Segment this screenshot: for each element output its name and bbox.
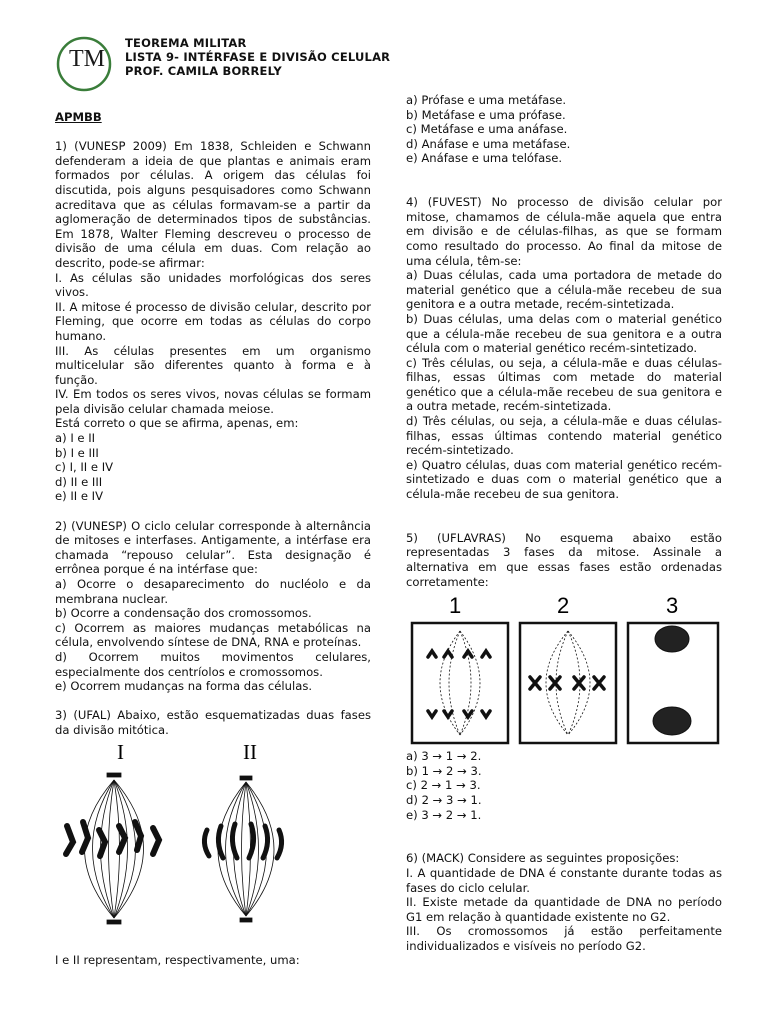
header-subtitle: LISTA 9- INTÉRFASE E DIVISÃO CELULAR	[125, 50, 391, 64]
question-2	[55, 519, 371, 694]
question-stem: 3) (UFAL) Abaixo, estão esquematizadas duas fases da divisão mitótica.	[55, 708, 371, 737]
section-label: APMBB	[55, 110, 102, 124]
question-prompt: Está correto o que se afirma, apenas, em:	[55, 416, 299, 431]
option: d) II e III	[55, 474, 103, 489]
figure-label: I	[117, 739, 124, 764]
question-6	[406, 851, 722, 953]
option: d) Três células, ou seja, a célula-mãe e duas células-filhas, essas últimas contendo material genético recém-sintetizado.	[406, 414, 722, 458]
right-column	[406, 93, 722, 954]
option: e) 3 → 2 → 1.	[406, 807, 482, 822]
option: d) Ocorrem muitos movimentos celulares, especialmente dos centríolos e cromossomos.	[55, 649, 371, 679]
header-author: PROF. CAMILA BORRELY	[125, 64, 282, 78]
question-stem: 5) (UFLAVRAS) No esquema abaixo estão representadas 3 fases da mitose. Assinale a alternativa em que essas fases estão ordenadas corretamente:	[406, 530, 722, 589]
page-header	[56, 36, 396, 92]
option: c) Ocorrem as maiores mudanças metabólicas na célula, envolvendo síntese de DNA, RNA e proteínas.	[55, 620, 371, 650]
option: a) Duas células, cada uma portadora de metade do material genético que a célula-mãe recebeu de sua genitora e a outra metade, recém-sintetizada.	[406, 268, 722, 312]
option: e) Anáfase e uma telófase.	[406, 151, 563, 166]
question-5	[406, 531, 722, 822]
cell-figure-i	[66, 773, 159, 924]
figure-label: 3	[666, 593, 679, 619]
question-1	[55, 139, 371, 504]
figure-label: 2	[557, 593, 570, 619]
option: b) Ocorre a condensação dos cromossomos.	[55, 606, 312, 621]
option: d) Anáfase e uma metáfase.	[406, 136, 571, 151]
option: e) II e IV	[55, 489, 104, 504]
teorema-militar-logo	[56, 36, 112, 92]
option: a) Ocorre o desaparecimento do nucléolo e da membrana nuclear.	[55, 577, 371, 606]
option: c) 2 → 1 → 3.	[406, 778, 481, 793]
question-stem: 6) (MACK) Considere as seguintes proposições:	[406, 851, 680, 866]
question-stem: 2) (VUNESP) O ciclo celular corresponde à alternância de mitoses e interfases. Antigamente, a intérfase era chamada “repouso celular”. Esta designação é errônea porque é na intérfase que:	[55, 518, 371, 577]
option: a) Prófase e uma metáfase.	[406, 93, 567, 107]
cell-phase-1	[412, 623, 508, 743]
statement: II. Existe metade da quantidade de DNA no período G1 em relação à quantidade existente no G2.	[406, 895, 722, 924]
statement: III. Os cromossomos já estão perfeitamente individualizados e visíveis no período G2.	[406, 924, 722, 953]
option: e) Ocorrem mudanças na forma das células.	[55, 679, 313, 694]
question-stem: 4) (FUVEST) No processo de divisão celular por mitose, chamamos de célula-mãe aquela que entra em divisão e de células-filhas, as que se formam como resultado do processo. Ao final da mitose de uma célula, têm-se:	[406, 195, 722, 268]
option: b) 1 → 2 → 3.	[406, 763, 482, 778]
option: c) Metáfase e uma anáfase.	[406, 122, 568, 137]
cell-phase-3	[628, 623, 718, 743]
header-title: TEOREMA MILITAR	[125, 36, 247, 50]
statement: I. A quantidade de DNA é constante durante todas as fases do ciclo celular.	[406, 865, 722, 895]
option: e) Quatro células, duas com material genético recém-sintetizado e duas com o material genético que a célula-mãe recebeu de sua genitora.	[406, 457, 722, 502]
question-prompt: I e II representam, respectivamente, uma:	[55, 952, 300, 967]
cell-phase-2	[520, 623, 616, 743]
option: b) Metáfase e uma prófase.	[406, 107, 566, 122]
option: b) Duas células, uma delas com o material genético que a célula-mãe recebeu de sua genitora e a outra célula com o material genético recém-sintetizado.	[406, 311, 722, 356]
figure-label: II	[243, 739, 257, 764]
svg-text:TM: TM	[69, 46, 105, 72]
question-4	[406, 195, 722, 501]
mitosis-three-phases-figure	[406, 589, 722, 749]
question-3-options	[406, 93, 722, 166]
question-stem: 1) (VUNESP 2009) Em 1838, Schleiden e Schwann defenderam a ideia de que plantas e animais eram formados por células. A origem das células foi discutida, pois alguns pesquisadores como Schwann acreditava que as células formavam-se a partir da aglomeração de determinados tipos de substâncias. Em 1878, Walter Fleming descreveu o processo de divisão de uma célula em duas. Com relação ao descrito, pode-se afirmar:	[55, 139, 371, 270]
figure-label: 1	[449, 593, 462, 619]
statement: I. As células são unidades morfológicas dos seres vivos.	[55, 270, 371, 300]
statement: II. A mitose é processo de divisão celular, descrito por Fleming, que ocorre em todas as células do corpo humano.	[55, 299, 371, 343]
option: c) I, II e IV	[55, 460, 114, 475]
option: c) Três células, ou seja, a célula-mãe e duas células-filhas, essas últimas com metade do material genético que a célula-mãe recebeu de sua genitora e a outra metade, recém-sintetizada.	[406, 355, 722, 414]
left-column	[55, 110, 371, 967]
option: a) I e II	[55, 431, 96, 446]
statement: III. As células presentes em um organismo multicelular são diferentes quanto à forma e à função.	[55, 343, 371, 387]
option: a) 3 → 1 → 2.	[406, 749, 482, 764]
mitosis-phases-figure	[55, 738, 371, 953]
cell-figure-ii	[204, 776, 281, 922]
statement: IV. Em todos os seres vivos, novas células se formam pela divisão celular chamada meiose.	[55, 387, 371, 416]
question-3	[55, 708, 371, 967]
option: d) 2 → 3 → 1.	[406, 792, 482, 807]
option: b) I e III	[55, 445, 99, 460]
